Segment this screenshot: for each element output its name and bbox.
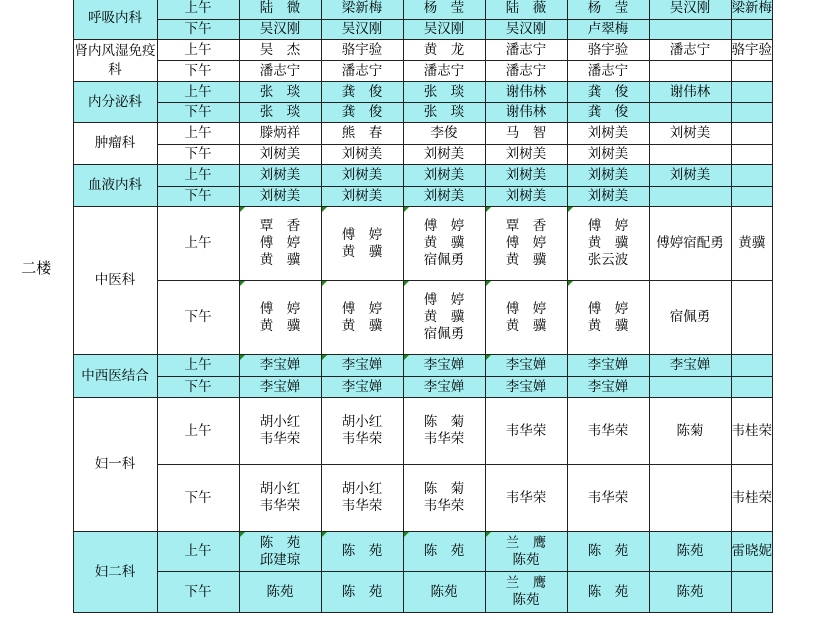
doctor-name: 黄 骥 [505,317,547,334]
doctor-cell-fri[interactable]: 刘树美 [567,187,649,207]
doctor-name: 傅 婷 [505,235,547,251]
department-name: 内分泌科 [73,82,157,123]
department-name: 血液内科 [73,165,157,207]
doctor-name: 傅 婷 [587,300,629,317]
doctor-cell-fri[interactable]: 龚 俊 [567,82,649,103]
doctor-cell-thu[interactable] [485,207,567,281]
doctor-cell-wed[interactable] [403,207,485,281]
table-row [0,355,773,377]
doctor-cell-thu[interactable]: 刘树美 [485,145,567,165]
department-name: 肿瘤科 [73,123,157,165]
doctor-name: 傅 婷 [341,300,383,317]
doctor-cell-mon[interactable] [239,465,321,532]
doctor-cell-wed[interactable]: 吴汉刚 [403,20,485,40]
doctor-name: 韦华荣 [423,431,465,447]
doctor-cell-thu[interactable]: 谢伟林 [485,103,567,123]
doctor-cell-sat[interactable] [649,61,731,82]
doctor-cell-sat[interactable] [649,103,731,123]
doctor-cell-thu[interactable]: 潘志宁 [485,61,567,82]
period-label: 下午 [157,145,239,165]
doctor-cell-sat[interactable]: 陈菊 [649,398,731,465]
doctor-cell-fri[interactable] [567,281,649,355]
doctor-name: 傅 婷 [259,235,301,251]
doctor-cell-mon[interactable]: 张 琰 [239,82,321,103]
doctor-cell-sat[interactable]: 宿佩勇 [649,281,731,355]
doctor-name: 陈苑 [512,551,540,568]
doctor-name: 黄 骥 [423,309,465,325]
doctor-name: 黄 骥 [259,317,301,334]
doctor-cell-fri[interactable]: 韦华荣 [567,465,649,532]
doctor-cell-sun[interactable]: 韦桂荣 [731,398,773,465]
doctor-cell-tue[interactable]: 潘志宁 [321,61,403,82]
doctor-cell-mon[interactable]: 张 琰 [239,103,321,123]
doctor-name: 傅 婷 [341,226,383,243]
doctor-cell-sat[interactable] [649,465,731,532]
doctor-name: 黄 骥 [587,317,629,334]
doctor-cell-tue[interactable] [321,207,403,281]
doctor-name: 傅 婷 [423,218,465,234]
doctor-name: 韦华荣 [341,498,383,514]
doctor-cell-sat[interactable] [649,20,731,40]
doctor-cell-tue[interactable]: 陈 苑 [321,532,403,572]
doctor-name: 韦华荣 [259,498,301,514]
period-label: 上午 [157,40,239,61]
doctor-cell-sat[interactable] [649,145,731,165]
doctor-cell-thu[interactable] [485,281,567,355]
doctor-cell-sun[interactable] [731,20,773,40]
doctor-cell-tue[interactable]: 熊 春 [321,123,403,145]
doctor-cell-tue[interactable]: 陈 苑 [321,572,403,613]
doctor-cell-sun[interactable] [731,145,773,165]
doctor-cell-wed[interactable] [403,465,485,532]
doctor-name: 黄 骥 [423,235,465,251]
doctor-name: 傅 婷 [259,300,301,317]
doctor-cell-sun[interactable] [731,103,773,123]
period-label: 上午 [157,532,239,572]
doctor-name: 黄 骥 [259,252,301,268]
doctor-cell-fri[interactable]: 刘树美 [567,123,649,145]
doctor-cell-wed[interactable] [403,398,485,465]
doctor-cell-tue[interactable]: 刘树美 [321,145,403,165]
doctor-name: 胡小红 [341,481,383,497]
doctor-cell-mon[interactable]: 刘树美 [239,165,321,187]
doctor-cell-wed[interactable]: 杨 莹 [403,0,485,20]
doctor-cell-fri[interactable]: 卢翠梅 [567,20,649,40]
doctor-cell-sat[interactable]: 陈苑 [649,532,731,572]
table-row [0,398,773,465]
department-name: 呼吸内科 [73,0,157,40]
doctor-cell-wed[interactable]: 张 琰 [403,82,485,103]
doctor-name: 胡小红 [341,414,383,430]
doctor-cell-thu[interactable]: 吴汉刚 [485,20,567,40]
doctor-cell-thu[interactable]: 刘树美 [485,187,567,207]
doctor-cell-wed[interactable]: 李俊 [403,123,485,145]
table-row [0,207,773,281]
doctor-name: 傅 婷 [505,300,547,317]
period-label: 下午 [157,572,239,613]
doctor-name: 陈 菊 [423,481,465,497]
doctor-cell-thu[interactable]: 马 智 [485,123,567,145]
doctor-cell-thu[interactable] [485,532,567,572]
doctor-name: 黄 骥 [505,252,547,268]
doctor-cell-sun[interactable]: 梁新梅 [731,0,773,20]
doctor-cell-mon[interactable]: 吴汉刚 [239,20,321,40]
doctor-cell-fri[interactable]: 刘树美 [567,165,649,187]
doctor-name: 覃 香 [259,218,301,234]
doctor-cell-sat[interactable]: 吴汉刚 [649,0,731,20]
doctor-cell-thu[interactable] [485,572,567,613]
doctor-cell-tue[interactable]: 梁新梅 [321,0,403,20]
doctor-name: 覃 香 [505,218,547,234]
doctor-cell-wed[interactable] [403,281,485,355]
doctor-cell-wed[interactable]: 陈 苑 [403,532,485,572]
doctor-cell-sat[interactable]: 谢伟林 [649,82,731,103]
doctor-cell-thu[interactable]: 潘志宁 [485,40,567,61]
doctor-name: 胡小红 [259,414,301,430]
doctor-cell-sun[interactable] [731,355,773,377]
period-label: 下午 [157,103,239,123]
doctor-cell-fri[interactable]: 陈 苑 [567,532,649,572]
doctor-cell-sat[interactable] [649,377,731,398]
doctor-cell-sat[interactable]: 李宝婵 [649,355,731,377]
doctor-cell-sun[interactable]: 韦桂荣 [731,465,773,532]
doctor-cell-tue[interactable]: 龚 俊 [321,82,403,103]
doctor-cell-tue[interactable]: 李宝婵 [321,355,403,377]
period-label: 下午 [157,377,239,398]
doctor-name: 邱建琼 [259,551,301,568]
doctor-cell-sun[interactable]: 黄骥 [731,207,773,281]
doctor-name: 张云波 [587,252,629,268]
doctor-name: 黄 骥 [587,235,629,251]
period-label: 下午 [157,281,239,355]
doctor-cell-thu[interactable]: 刘树美 [485,165,567,187]
department-name: 中医科 [73,207,157,355]
floor-label: 二楼 [0,0,73,613]
doctor-cell-tue[interactable]: 吴汉刚 [321,20,403,40]
doctor-name: 宿佩勇 [423,252,465,268]
doctor-cell-thu[interactable]: 谢伟林 [485,82,567,103]
doctor-cell-mon[interactable] [239,398,321,465]
doctor-cell-mon[interactable]: 滕炳祥 [239,123,321,145]
doctor-cell-sun[interactable] [731,82,773,103]
department-name: 妇一科 [73,398,157,532]
period-label: 下午 [157,20,239,40]
doctor-cell-fri[interactable]: 骆宇验 [567,40,649,61]
department-name: 妇二科 [73,532,157,613]
doctor-cell-wed[interactable]: 黄 龙 [403,40,485,61]
doctor-cell-tue[interactable]: 李宝婵 [321,377,403,398]
period-label: 下午 [157,187,239,207]
doctor-cell-thu[interactable]: 韦华荣 [485,465,567,532]
doctor-name: 黄 骥 [341,317,383,334]
doctor-cell-sun[interactable]: 雷晓妮 [731,532,773,572]
doctor-cell-sat[interactable]: 傅婷宿配勇 [649,207,731,281]
doctor-cell-sun[interactable] [731,572,773,613]
doctor-cell-mon[interactable] [239,281,321,355]
period-label: 下午 [157,465,239,532]
period-label: 下午 [157,61,239,82]
doctor-cell-wed[interactable]: 李宝婵 [403,355,485,377]
doctor-cell-sun[interactable] [731,187,773,207]
table-row [0,40,773,61]
table-row [0,123,773,145]
doctor-cell-sat[interactable] [649,187,731,207]
doctor-cell-sat[interactable]: 刘树美 [649,123,731,145]
doctor-cell-tue[interactable]: 刘树美 [321,187,403,207]
doctor-name: 傅 婷 [587,218,629,234]
doctor-cell-mon[interactable]: 吴 杰 [239,40,321,61]
doctor-cell-thu[interactable]: 陆 薇 [485,0,567,20]
doctor-name: 兰 鹰 [505,534,547,551]
table-row [0,82,773,103]
period-label: 上午 [157,355,239,377]
doctor-cell-fri[interactable]: 龚 俊 [567,103,649,123]
doctor-cell-wed[interactable]: 刘树美 [403,165,485,187]
period-label: 上午 [157,82,239,103]
doctor-name: 宿佩勇 [423,326,465,342]
doctor-cell-sat[interactable]: 陈苑 [649,572,731,613]
table-row [0,532,773,572]
doctor-cell-fri[interactable]: 杨 莹 [567,0,649,20]
doctor-cell-mon[interactable]: 陈苑 [239,572,321,613]
doctor-cell-wed[interactable]: 李宝婵 [403,377,485,398]
doctor-cell-fri[interactable]: 刘树美 [567,145,649,165]
table-row [0,165,773,187]
department-name: 肾内风湿免疫科 [73,40,157,82]
doctor-cell-tue[interactable]: 龚 俊 [321,103,403,123]
doctor-cell-tue[interactable]: 骆宇验 [321,40,403,61]
doctor-cell-fri[interactable]: 潘志宁 [567,61,649,82]
doctor-name: 胡小红 [259,481,301,497]
doctor-cell-sat[interactable]: 潘志宁 [649,40,731,61]
doctor-cell-wed[interactable]: 陈苑 [403,572,485,613]
doctor-name: 黄 骥 [341,243,383,260]
doctor-cell-fri[interactable]: 李宝婵 [567,355,649,377]
period-label: 上午 [157,165,239,187]
doctor-cell-thu[interactable]: 韦华荣 [485,398,567,465]
doctor-cell-mon[interactable]: 潘志宁 [239,61,321,82]
doctor-cell-sun[interactable] [731,123,773,145]
doctor-cell-sun[interactable] [731,377,773,398]
doctor-cell-tue[interactable] [321,465,403,532]
department-name: 中西医结合 [73,355,157,398]
doctor-name: 韦华荣 [259,431,301,447]
doctor-name: 陈 苑 [259,534,301,551]
period-label: 上午 [157,0,239,20]
doctor-cell-mon[interactable]: 刘树美 [239,145,321,165]
doctor-name: 兰 鹰 [505,575,547,591]
table-row [0,0,773,20]
doctor-cell-sun[interactable] [731,165,773,187]
doctor-cell-thu[interactable]: 李宝婵 [485,377,567,398]
doctor-name: 韦华荣 [423,498,465,514]
period-label: 上午 [157,123,239,145]
doctor-cell-wed[interactable]: 刘树美 [403,187,485,207]
doctor-cell-mon[interactable] [239,207,321,281]
doctor-cell-tue[interactable] [321,281,403,355]
doctor-cell-sun[interactable] [731,281,773,355]
doctor-cell-mon[interactable]: 李宝婵 [239,355,321,377]
doctor-cell-fri[interactable]: 李宝婵 [567,377,649,398]
doctor-cell-fri[interactable]: 陈 苑 [567,572,649,613]
doctor-cell-sat[interactable]: 刘树美 [649,165,731,187]
doctor-cell-mon[interactable]: 刘树美 [239,187,321,207]
doctor-cell-sun[interactable] [731,61,773,82]
doctor-cell-sun[interactable]: 骆宇验 [731,40,773,61]
doctor-name: 傅 婷 [423,292,465,308]
doctor-cell-wed[interactable]: 潘志宁 [403,61,485,82]
doctor-cell-mon[interactable]: 陆 微 [239,0,321,20]
doctor-name: 陈苑 [512,592,540,608]
doctor-cell-mon[interactable]: 李宝婵 [239,377,321,398]
doctor-name: 韦华荣 [341,431,383,447]
doctor-cell-wed[interactable]: 刘树美 [403,145,485,165]
period-label: 上午 [157,398,239,465]
doctor-cell-fri[interactable]: 韦华荣 [567,398,649,465]
doctor-cell-thu[interactable]: 李宝婵 [485,355,567,377]
doctor-cell-tue[interactable] [321,398,403,465]
doctor-name: 陈 菊 [423,414,465,430]
doctor-cell-tue[interactable]: 刘树美 [321,165,403,187]
period-label: 上午 [157,207,239,281]
doctor-cell-mon[interactable] [239,532,321,572]
doctor-cell-wed[interactable]: 张 琰 [403,103,485,123]
doctor-cell-fri[interactable] [567,207,649,281]
